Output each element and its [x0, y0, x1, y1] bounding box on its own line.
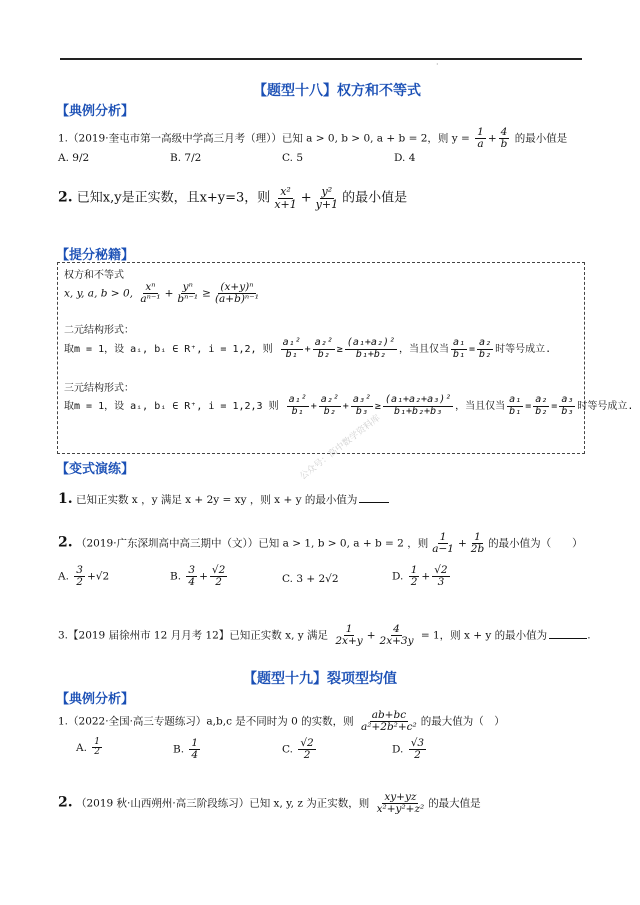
frac-sum-power: $\frac{\text{(x+y)ⁿ}}{\text{(a+b)ⁿ⁻¹}}$	[214, 281, 259, 306]
frac-a1-b1: $\frac{\text{a₁}}{\text{b₁}}$	[452, 337, 466, 360]
example-analysis-label-19: 【典例分析】	[56, 692, 135, 707]
frac-4-over-b: $\frac{4}{b}$	[500, 126, 508, 151]
pr2-option-b-label: B.	[170, 570, 182, 583]
example-2-text: 已知x,y是正实数，且x+y=3，则	[76, 190, 271, 206]
ex1-option-c: C. 5	[282, 152, 304, 164]
ex1-option-b: B. 7/2	[170, 152, 202, 164]
practice-2-num: 2.	[58, 534, 73, 551]
practice-1-text: 已知正实数 x ，y 满足 x + 2y = xy ，则 x + y 的最小值为	[75, 494, 358, 506]
header-dot: ·	[436, 60, 439, 69]
frac-1-over-2x-y: $\frac{1}{2x+y}$	[335, 623, 363, 648]
ex3-option-a	[76, 738, 104, 758]
frac-1-2: $\frac{1}{2}$	[410, 564, 418, 589]
pr2-option-c: C. 3 + 2√2	[282, 573, 339, 585]
example-3-text: 1.（2022·全国·高三专题练习）a,b,c 是不同时为 0 的实数，则	[58, 715, 354, 728]
frac-3-2: $\frac{3}{2}$	[76, 564, 83, 589]
section-18-title: 【题型十八】权方和不等式	[253, 83, 421, 99]
tips-line-3: 二元结构形式：	[64, 325, 134, 336]
pr2-option-d-label: D.	[392, 570, 404, 583]
ex3-option-d-label: D.	[392, 743, 404, 756]
practice-3: 3.【2019 届徐州市 12 月月考 12】已知正实数 x, y 满足 $\frac{1}{2x+y}$ + $\frac{4}{2x+3y}$ = 1，则 x + y 的最小值为 .	[58, 623, 591, 648]
answer-blank	[359, 502, 389, 503]
frac-sqrt2-2-c: $\frac{√2}{2}$	[300, 737, 314, 762]
frac-3-a2sq-b2: $\frac{\text{a₂²}}{\text{b₂}}$	[320, 394, 339, 417]
pr2-option-a-label: A.	[58, 570, 69, 583]
frac-binary-sum: $\frac{\text{(a₁+a₂)²}}{\text{b₁+b₂}}$	[346, 337, 395, 360]
example-2: 2. 已知x,y是正实数，且x+y=3，则 $\frac{\text{x²}}{x+1}$ + $\frac{\text{y²}}{y+1}$ 的最小值是	[58, 185, 408, 211]
tips-line-2-pre: x, y, a, b > 0,	[64, 287, 133, 300]
tips-label: 【提分秘籍】	[56, 248, 135, 263]
watermark: 公众号：高中数学资料库	[298, 413, 383, 483]
frac-3-a1-b1: $\frac{\text{a₁}}{\text{b₁}}$	[509, 394, 522, 417]
frac-1-over-2b: $\frac{1}{2b}$	[470, 531, 485, 556]
example-4	[58, 792, 481, 815]
tips-line-6-pre: 取m = 1，设 aᵢ, bᵢ ∈ R⁺, i = 1,2,3 则	[64, 401, 279, 412]
example-1-tail: 的最小值是	[511, 132, 568, 145]
ex1-option-d: D. 4	[394, 152, 416, 164]
practice-1	[58, 491, 389, 507]
tips-ternary-form: 取m = 1，设 aᵢ, bᵢ ∈ R⁺, i = 1,2,3 则 $\frac{\text{a₁²}}{\text{b₁}}$ + $\frac{\text{a₂²}}{\text{b₂}}$ + $\frac{\text{a₃²}}{\text{b₃}}$ ≥ $\frac{\text{(a₁+a₂+a₃)²}}{\text{b₁+b₂+b₃}}$ ，当且仅当 $\frac{\text{a₁}}{\text{b₁}}$ = $\frac{\text{a₂}}{\text{b₂}}$ = $\frac{\text{a₃}}{\text{b₃}}$ 时等号成立.	[64, 394, 634, 417]
frac-1-over-a: $\frac{1}{a}$	[477, 126, 484, 151]
frac-a2sq-b2: $\frac{\text{a₂²}}{\text{b₂}}$	[314, 337, 333, 360]
practice-2-text: （2019·广东深圳高中高三期中（文））已知 a > 1, b > 0, a + b = 2 ，则	[75, 537, 429, 550]
frac-1-2-small: $\frac{1}{2}$	[94, 737, 100, 758]
tips-line-1: 权方和不等式	[64, 270, 124, 281]
frac-a1sq-b1: $\frac{\text{a₁²}}{\text{b₁}}$	[282, 337, 301, 360]
example-4-text: （2019 秋·山西朔州·高三阶段练习）已知 x, y, z 为正实数，则	[75, 797, 370, 810]
pr2-option-b: B. $\frac{3}{4}$ + $\frac{√2}{2}$	[170, 564, 226, 589]
frac-ab-bc: $\frac{ab+bc}{\text{a²+2b²+c²}}$	[361, 709, 417, 734]
tips-line-6-end: 时等号成立.	[577, 401, 634, 412]
frac-sqrt2-3: $\frac{√2}{3}$	[434, 564, 448, 589]
practice-3-text: 3.【2019 届徐州市 12 月月考 12】已知正实数 x, y 满足	[58, 629, 329, 642]
ex3-option-d	[392, 738, 428, 761]
frac-sqrt3-2: $\frac{√3}{2}$	[410, 737, 425, 762]
tips-line-4-pre: 取m = 1，设 aᵢ, bᵢ ∈ R⁺, i = 1,2, 则	[64, 344, 273, 355]
ex3-option-c-label: C.	[282, 743, 293, 756]
example-3-tail: 的最大值为（ ）	[420, 715, 505, 728]
tips-line-6-tail: ，当且仅当	[455, 401, 506, 412]
header-rule	[60, 58, 582, 60]
tips-line-4-tail: ，当且仅当	[398, 344, 449, 355]
frac-ternary-sum: $\frac{\text{(a₁+a₂+a₃)²}}{\text{b₁+b₂+b₃}}$	[384, 394, 452, 417]
frac-3-a1sq-b1: $\frac{\text{a₁²}}{\text{b₁}}$	[288, 394, 307, 417]
example-1: 1.（2019·奎屯市第一高级中学高三月考（理））已知 a > 0, b > 0, a + b = 2，则 y = $\frac{1}{a}$ + $\frac{4}{b}$ 的最小值是	[58, 126, 568, 151]
frac-y2-over-y1: $\frac{\text{y²}}{y+1}$	[315, 185, 339, 211]
section-19-title: 【题型十九】裂项型均值	[243, 671, 397, 687]
example-1-text: 1.（2019·奎屯市第一高级中学高三月考（理））已知 a > 0, b > 0, a + b = 2，则 y =	[58, 132, 474, 145]
example-4-tail: 的最大值是	[428, 797, 481, 810]
frac-xn-over-am1: $\frac{\text{xⁿ}}{\text{aⁿ⁻¹}}$	[140, 281, 161, 306]
tips-line-5: 三元结构形式：	[64, 383, 134, 394]
tips-binary-form: 取m = 1，设 aᵢ, bᵢ ∈ R⁺, i = 1,2, 则 $\frac{\text{a₁²}}{\text{b₁}}$ + $\frac{\text{a₂²}}{\text{b₂}}$ ≥ $\frac{\text{(a₁+a₂)²}}{\text{b₁+b₂}}$ ，当且仅当 $\frac{\text{a₁}}{\text{b₁}}$ = $\frac{\text{a₂}}{\text{b₂}}$ 时等号成立.	[64, 337, 552, 360]
frac-3-a3-b3: $\frac{\text{a₃}}{\text{b₃}}$	[561, 394, 574, 417]
example-2-tail: 的最小值是	[342, 190, 408, 206]
answer-blank-3	[549, 638, 587, 639]
example-4-num: 2.	[58, 794, 73, 811]
practice-1-num: 1.	[58, 491, 73, 507]
tips-line-4-end: 时等号成立.	[495, 344, 552, 355]
ex3-option-a-label: A.	[76, 741, 87, 754]
frac-sqrt2-2: $\frac{√2}{2}$	[211, 564, 226, 589]
frac-1-over-a-1: $\frac{1}{a-1}$	[432, 531, 454, 556]
frac-a2-b2: $\frac{\text{a₂}}{\text{b₂}}$	[479, 337, 492, 360]
example-2-num: 2.	[58, 189, 73, 206]
frac-3-a3sq-b3: $\frac{\text{a₃²}}{\text{b₃}}$	[352, 394, 371, 417]
frac-3-a2-b2: $\frac{\text{a₂}}{\text{b₂}}$	[535, 394, 548, 417]
frac-4-over-2x-3y: $\frac{4}{2x+3y}$	[379, 623, 414, 648]
practice-3-mid: = 1，则 x + y 的最小值为	[417, 629, 548, 642]
pr2-option-d: D. $\frac{1}{2}$ + $\frac{√2}{3}$	[392, 564, 448, 589]
pr2-option-a: A. $\frac{3}{2}$ +√2	[58, 564, 110, 589]
practice-2-tail: 的最小值为（ ）	[488, 537, 583, 550]
frac-3-4: $\frac{3}{4}$	[188, 564, 196, 589]
frac-xy-yz: $\frac{xy+yz}{\text{x²+y²+z²}}$	[376, 791, 425, 816]
ex1-option-a: A. 9/2	[58, 152, 90, 164]
practice-2: 2. （2019·广东深圳高中高三期中（文））已知 a > 1, b > 0, a + b = 2 ，则 $\frac{1}{a-1}$ + $\frac{1}{2b}$ 的最小值为（ ）	[58, 531, 583, 556]
frac-x2-over-x1: $\frac{\text{x²}}{x+1}$	[274, 185, 297, 211]
ex3-option-b-label: B.	[173, 743, 185, 756]
ex3-option-b	[173, 738, 202, 761]
frac-yn-over-bm1: $\frac{\text{yⁿ}}{\text{bⁿ⁻¹}}$	[177, 281, 199, 306]
practice-label: 【变式演练】	[56, 462, 135, 477]
tips-formula-general: x, y, a, b > 0, $\frac{\text{xⁿ}}{\text{aⁿ⁻¹}}$ + $\frac{\text{yⁿ}}{\text{bⁿ⁻¹}}$ ≥ $\frac{\text{(x+y)ⁿ}}{\text{(a+b)ⁿ⁻¹}}$	[64, 281, 259, 306]
example-3	[58, 710, 505, 733]
frac-1-4: $\frac{1}{4}$	[191, 737, 199, 762]
example-analysis-label: 【典例分析】	[56, 104, 135, 119]
ex3-option-c	[282, 738, 318, 761]
